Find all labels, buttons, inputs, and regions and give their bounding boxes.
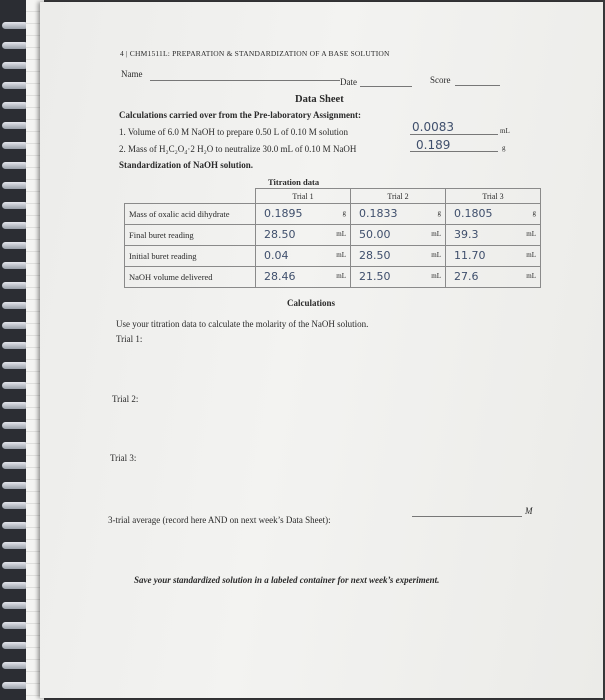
cell-value: 28.50 <box>264 228 296 241</box>
cell-unit: mL <box>431 272 441 280</box>
cell-unit: mL <box>336 230 346 238</box>
cell-unit: g <box>437 209 441 217</box>
prelab-answer-1-line <box>410 134 498 135</box>
table-row <box>125 267 541 288</box>
score-label: Score <box>430 75 451 85</box>
titration-data-table <box>124 188 541 288</box>
trial-2-label: Trial 2: <box>112 394 139 404</box>
cell-value: 28.50 <box>359 249 391 262</box>
name-field[interactable] <box>150 80 340 81</box>
footer-note: Save your standardized solution in a labeled container for next week’s experiment. <box>134 575 440 585</box>
prelab-answer-2: 0.189 <box>416 138 451 152</box>
table-row <box>125 225 541 246</box>
cell-unit: mL <box>526 251 536 259</box>
cell-value: 0.04 <box>264 249 289 262</box>
row-label: Initial buret reading <box>125 246 256 267</box>
score-field[interactable] <box>455 85 500 86</box>
cell-unit: g <box>532 209 536 217</box>
cell-value: 0.1895 <box>264 207 303 220</box>
data-sheet-page <box>40 2 603 698</box>
cell-unit: mL <box>336 251 346 259</box>
prelab-answer-1: 0.0083 <box>412 120 454 134</box>
prelab-item-2: 2. Mass of H₂C₂O₄·2 H₂O to neutralize 30.0 mL of 0.10 M NaOH <box>119 144 357 154</box>
row-label: NaOH volume delivered <box>125 267 256 288</box>
date-label: Date <box>340 77 357 87</box>
average-unit: M <box>525 506 533 516</box>
table-row <box>125 204 541 225</box>
standardization-heading: Standardization of NaOH solution. <box>119 160 254 170</box>
prelab-heading: Calculations carried over from the Pre-laboratory Assignment: <box>119 110 361 120</box>
row-label: Final buret reading <box>125 225 256 246</box>
cell-value: 28.46 <box>264 270 296 283</box>
cell-value: 21.50 <box>359 270 391 283</box>
cell-value: 11.70 <box>454 249 486 262</box>
table-header-row <box>125 189 541 204</box>
name-label: Name <box>121 69 143 79</box>
page-header: 4 | CHM1511L: PREPARATION & STANDARDIZATION OF A BASE SOLUTION <box>120 49 390 58</box>
row-label: Mass of oxalic acid dihydrate <box>125 204 256 225</box>
average-field[interactable] <box>412 516 522 517</box>
cell-unit: mL <box>526 272 536 280</box>
prelab-unit-1: mL <box>500 127 510 135</box>
average-label: 3-trial average (record here AND on next week’s Data Sheet): <box>108 515 331 525</box>
prelab-answer-2-line <box>410 151 498 152</box>
cell-value: 50.00 <box>359 228 391 241</box>
page-title: Data Sheet <box>295 94 344 105</box>
date-field[interactable] <box>360 86 412 87</box>
header-trial-1: Trial 1 <box>256 189 351 204</box>
header-trial-3: Trial 3 <box>446 189 541 204</box>
trial-1-label: Trial 1: <box>116 334 143 344</box>
cell-unit: g <box>342 209 346 217</box>
cell-unit: mL <box>431 251 441 259</box>
calculations-instruction: Use your titration data to calculate the molarity of the NaOH solution. <box>116 319 369 329</box>
cell-unit: mL <box>526 230 536 238</box>
header-trial-2: Trial 2 <box>351 189 446 204</box>
trial-3-label: Trial 3: <box>110 453 137 463</box>
cell-unit: mL <box>336 272 346 280</box>
table-row <box>125 246 541 267</box>
cell-value: 39.3 <box>454 228 479 241</box>
table-caption: Titration data <box>268 177 320 187</box>
cell-value: 0.1833 <box>359 207 398 220</box>
cell-value: 27.6 <box>454 270 479 283</box>
calculations-heading: Calculations <box>287 298 336 308</box>
prelab-item-1: 1. Volume of 6.0 M NaOH to prepare 0.50 L of 0.10 M solution <box>119 127 349 137</box>
cell-value: 0.1805 <box>454 207 493 220</box>
cell-unit: mL <box>431 230 441 238</box>
prelab-unit-2: g <box>502 144 506 152</box>
